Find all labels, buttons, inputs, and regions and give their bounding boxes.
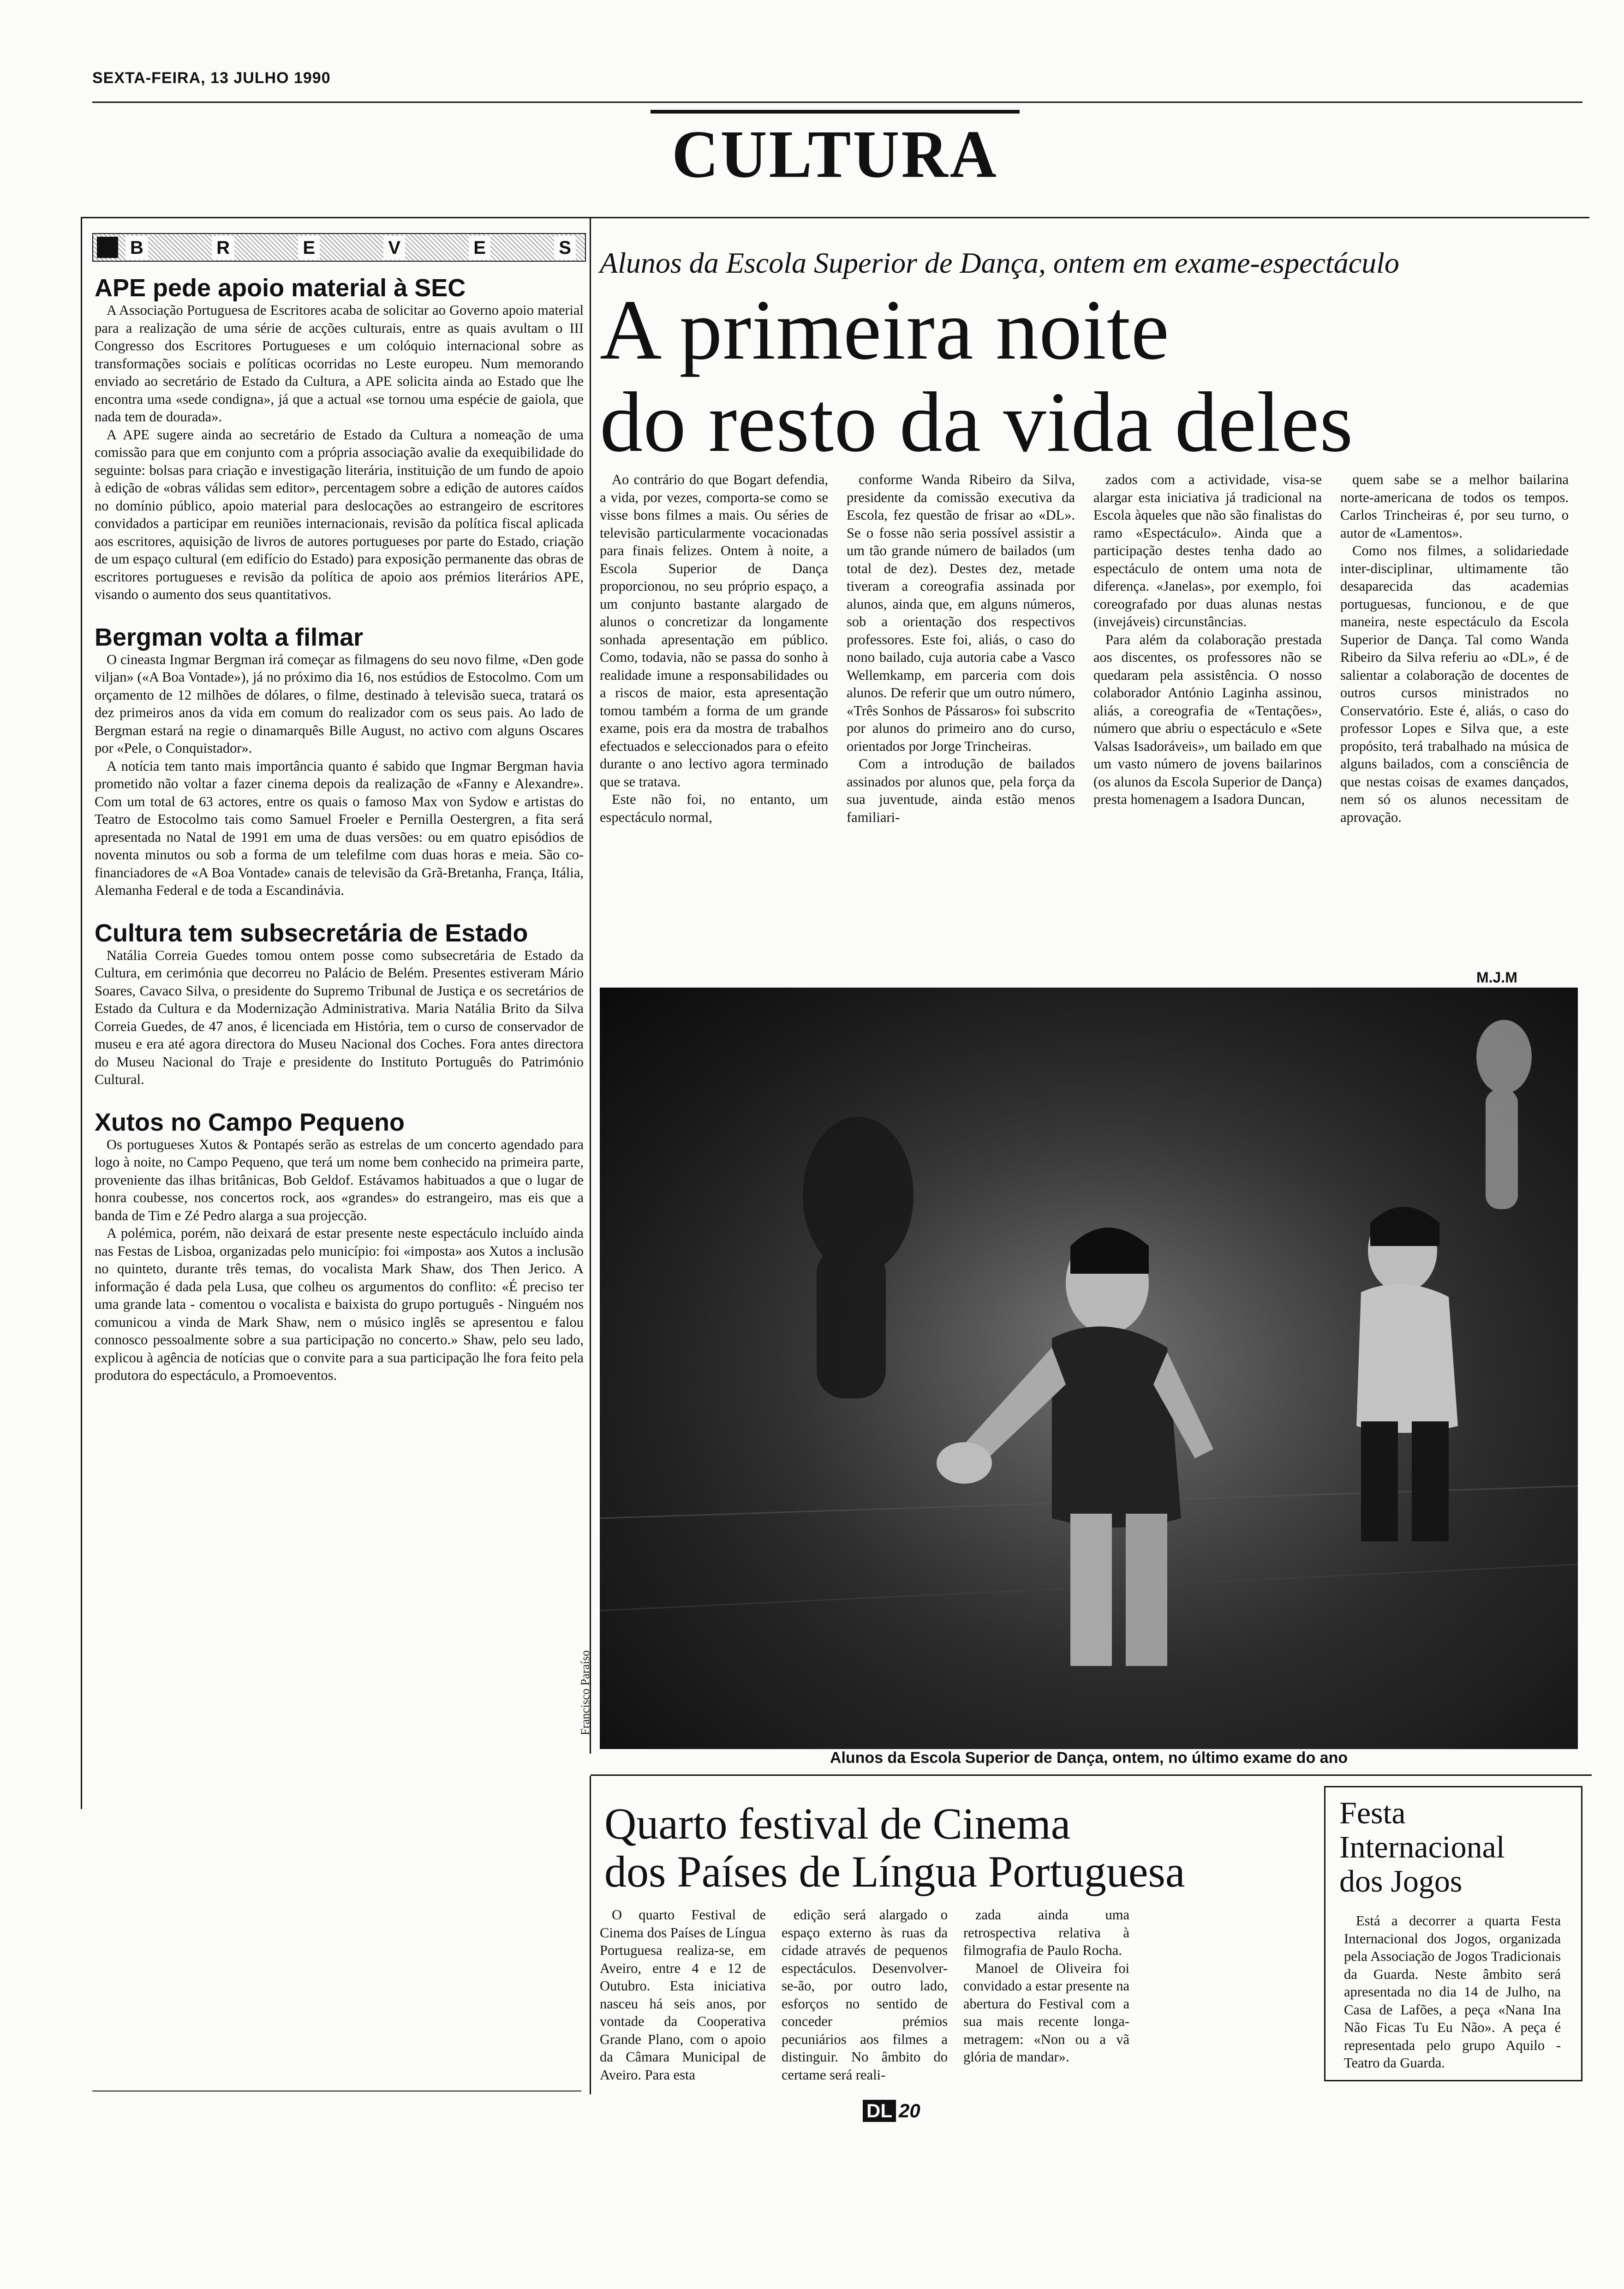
festival-column: [782, 1906, 948, 2084]
header-rule: [92, 102, 1582, 103]
story-headline: [600, 284, 1578, 468]
caption-rule: [591, 1774, 1592, 1776]
story-signature: M.J.M: [1476, 969, 1517, 986]
page-number: [863, 2100, 920, 2122]
breves-letters: [125, 236, 576, 260]
headline-line: Quarto festival de Cinema: [604, 1799, 1071, 1848]
dateline: SEXTA-FEIRA, 13 JULHO 1990: [92, 69, 331, 87]
brief-title: Cultura tem subsecretária de Estado: [95, 919, 528, 947]
story-paragraph: Como nos filmes, a solidariedade inter-disciplinar, ultimamente tão desaparecida das academias portuguesas, funcionou, e de que maneira, neste espectáculo da Escola Superior de Dança. Tal como Wanda Ribeiro da Silva referiu ao «DL», é de salientar a colaboração de docentes de outros cursos ministrados no Conservatório. Este é, aliás, o caso do professor Lopes e Silva que, a este propósito, terá trabalhado na música de alguns bailados, com a consciência de que nestas coisas de exames dançados, nem só os alunos necessitam de aprovação.: [1340, 543, 1569, 825]
brief-paragraph: Natália Correia Guedes tomou ontem posse como subsecretária de Estado da Cultura, em cerimónia que decorreu no Palácio de Belém. Presentes estiveram Mário Soares, Cavaco Silva, o presidente do Supremo Tribunal de Justiça e os secretários de Estado da Cultura e da Modernização Administrativa. Maria Natália Brito da Silva Correia Guedes, de 47 anos, é licenciada em História, tem o curso de conservador de museu e era até agora directora do Museu Nacional dos Coches. Fora antes directora do Museu Nacional do Traje e presidente do Instituto Português do Património Cultural.: [95, 947, 584, 1087]
breves-letter: B: [125, 236, 148, 260]
section-title: CULTURA: [672, 117, 998, 192]
story-paragraph: Este não foi, no entanto, um espectáculo normal,: [600, 791, 828, 825]
brief-bergman: [95, 624, 584, 899]
section-bottom-rule: [81, 217, 1589, 218]
breves-letter: E: [469, 236, 490, 260]
festival-column: [963, 1906, 1129, 2084]
breves-letter: E: [298, 236, 320, 260]
brief-ape: [95, 275, 584, 604]
story-column: [1093, 471, 1322, 826]
brief-paragraph: A polémica, porém, não deixará de estar presente neste espectáculo incluído ainda nas Festas de Lisboa, organizadas pelo município: foi «imposta» aos Xutos a inclusão no quinteto, durante três temas, do vocalista Mark Shaw, dos Then Jerico. A informação é dada pela Lusa, que colheu os argumentos do conflito: «É preciso ter uma grande lata - comentou o vocalista e baixista do grupo português - Ninguém nos comunicou a vinda de Mark Shaw, nem o músico inglês se apresentou e falou connosco pessoalmente sobre a sua participação no concerto.» Shaw, pelo seu lado, explicou à agência de notícias que o convite para a sua participação lhe fora feito pela produtora do espectáculo, a Promoeventos.: [95, 1225, 584, 1383]
festival-column: [600, 1906, 766, 2084]
breves-column: [95, 275, 584, 1384]
jogos-headline: [1339, 1796, 1570, 1898]
page-number-value: 20: [899, 2100, 920, 2121]
brief-paragraph: A notícia tem tanto mais importância quanto é sabido que Ingmar Bergman havia prometido não voltar a fazer cinema depois da realização de «Fanny e Alexandre». Com um total de 63 actores, entre os quais o famoso Max von Sydow e artistas do Teatro de Estocolmo tais como Samuel Froeler e Pernilla Oestergren, a fita será apresentada no Natal de 1991 em uma de duas versões: ou em quatro episódios de noventa minutos ou sob a forma de um telefilme com duas horas e meia. São co-financiadores de «A Boa Vontade» canais de televisão da Grã-Bretanha, França, Itália, Alemanha Federal e de toda a Escandinávia.: [95, 758, 584, 898]
dl-logo: DL: [863, 2100, 896, 2122]
brief-title: APE pede apoio material à SEC: [95, 274, 466, 302]
brief-paragraph: Os portugueses Xutos & Pontapés serão as estrelas de um concerto agendado para logo à noite, no Campo Pequeno, que terá um nome bem conhecido na primeira parte, proveniente das ilhas britânicas, Bob Geldof. Estávamos habituados a que o lugar de honra coubesse, nos concertos rock, aos «grandes» do estrangeiro, mas eis que a banda de Tim e Zé Pedro alarga a sua projecção.: [95, 1136, 584, 1223]
breves-letter: V: [383, 236, 405, 260]
photo-caption: Alunos da Escola Superior de Dança, ontem, no último exame do ano: [830, 1749, 1348, 1767]
festival-paragraph: Manoel de Oliveira foi convidado a estar presente na abertura do Festival com a sua mais recente longa-metragem: «Non ou a vã glória de mandar».: [963, 1960, 1129, 2065]
column-divider: [590, 217, 591, 1754]
brief-paragraph: A Associação Portuguesa de Escritores acaba de solicitar ao Governo apoio material para a realização de uma série de acções culturais, entre as quais avultam o III Congresso dos Escritores Portugueses e um colóquio internacional sobre as transformações sociais e políticas ocorridas no Leste europeu. Num memorando enviado ao secretário de Estado da Cultura, a APE solicita ainda ao Estado que lhe encontra uma «sede condigna», já que a actual «se tornou uma espécie de gaiola, que nada tem de dourada».: [95, 302, 584, 425]
breves-left-border: [81, 217, 82, 1809]
brief-title: Xutos no Campo Pequeno: [95, 1108, 405, 1136]
photo-credit: Francisco Paraíso: [579, 1650, 592, 1735]
headline-line: A primeira noite: [600, 282, 1170, 378]
brief-xutos: [95, 1109, 584, 1384]
brief-body: [95, 651, 584, 899]
jogos-box: [1324, 1786, 1582, 2081]
festival-paragraph: edição será alargado o espaço externo às ruas da cidade através de pequenos espectáculos. Desenvolver-se-ão, por outro lado, esforços no sentido de conceder prémios pecuniários aos filmes a distinguir. No âmbito do certame será reali-: [782, 1907, 948, 2083]
dance-photo: [600, 988, 1578, 1749]
festival-left-border: [590, 1776, 591, 2094]
breves-square-icon: [97, 237, 118, 258]
headline-line: Internacional: [1339, 1829, 1505, 1864]
dance-photo-illustration: [600, 988, 1578, 1749]
story-columns: [600, 471, 1569, 826]
brief-subsecretaria: [95, 920, 584, 1089]
story-column: [600, 471, 828, 826]
brief-paragraph: O cineasta Ingmar Bergman irá começar as filmagens do seu novo filme, «Den gode viljan» («A Boa Vontade»), já no próximo dia 16, nos estúdios de Estocolmo. Com um orçamento de 12 milhões de dólares, o filme, destinado à televisão sueca, tratará os dez primeiros anos da vida em comum do realizador com os seus pais. Ao lado de Bergman estará na regie o dinamarquês Bille August, no activo com alguns Oscares por «Pele, o Conquistador».: [95, 651, 584, 756]
story-paragraph: Com a introdução de bailados assinados por alunos que, pela força da sua juventude, ainda estão menos familiari-: [847, 756, 1075, 825]
story-paragraph: quem sabe se a melhor bailarina norte-americana de todos os tempos. Carlos Trincheiras é, por seu turno, o autor de «Lamentos».: [1340, 472, 1569, 541]
festival-columns: [600, 1906, 1315, 2084]
headline-line: Festa: [1339, 1795, 1406, 1830]
festival-paragraph: O quarto Festival de Cinema dos Países de Língua Portuguesa realiza-se, em Aveiro, entre 4 e 12 de Outubro. Esta iniciativa nasceu há seis anos, por vontade da Cooperativa Grande Plano, com o apoio da Câmara Municipal de Aveiro. Para esta: [600, 1907, 766, 2083]
brief-body: [95, 301, 584, 604]
story-paragraph: zados com a actividade, visa-se alargar esta iniciativa já tradicional na Escola àqueles que não são finalistas do ramo «Espectáculo». Ainda que a participação destes tenha dado ao espectáculo de ontem uma nota de diferença. «Janelas», por exemplo, foi coreografado por duas alunas nestas (invejáveis) circunstâncias.: [1093, 472, 1322, 629]
story-column: [1340, 471, 1569, 826]
brief-body: [95, 1136, 584, 1384]
story-paragraph: Para além da colaboração prestada aos discentes, os professores não se quedaram pela assistência. O nosso colaborador António Laginha assinou, aliás, a coreografia de «Tentações», número que abriu o espectáculo e «Sete Valsas Isadoráveis», um bailado em que um vasto número de jovens bailarinos (os alunos da Escola Superior de Dança) presta homenagem a Isadora Duncan,: [1093, 631, 1322, 807]
story-paragraph: conforme Wanda Ribeiro da Silva, presidente da comissão executiva da Escola, fez questão de frisar ao «DL». Se o fosse não seria possível assistir a um tão grande número de bailados (um total de dez). Destes dez, metade tiveram a coreografia assinada por alunos, ainda que, em alguns números, sob a orientação dos respectivos professores. Este foi, aliás, o caso do nono bailado, cuja autoria cabe a Vasco Wellemkamp, em parceria com dois alunos. De referir que um outro número, «Três Sonhos de Pássaros» foi subscrito por alunos do primeiro ano do curso, orientados por Jorge Trincheiras.: [847, 472, 1075, 754]
breves-banner: [92, 233, 586, 262]
headline-line: dos Países de Língua Portuguesa: [604, 1847, 1185, 1896]
story-column: [847, 471, 1075, 826]
brief-body: [95, 947, 584, 1089]
brief-paragraph: A APE sugere ainda ao secretário de Estado da Cultura a nomeação de uma comissão para que em conjunto com a própria associação avalie da exequibilidade do seguinte: bolsas para criação e investigação literária, instituição de um fundo de apoio à edição de «obras válidas sem editor», percentagem sobre a edição de autores caídos no domínio público, apoio material para deslocações ao estrangeiro de escritores convidados a participar em reuniões internacionais, revisão da política fiscal aplicada aos escritores, aquisição de livros de autores portugueses por parte do Estado, criação de um espaço cultural (em edifício do Estado) para exposição permanente das obras de escritores portugueses e revisão da política de apoio aos prémios literários APE, visando o aumento dos seus quantitativos.: [95, 426, 584, 602]
section-top-rule: [651, 110, 1020, 114]
headline-line: do resto da vida deles: [600, 375, 1354, 470]
jogos-body: [1344, 1912, 1561, 2072]
brief-title: Bergman volta a filmar: [95, 623, 364, 651]
jogos-paragraph: Está a decorrer a quarta Festa Internacional dos Jogos, organizada pela Associação de Jogos Tradicionais da Guarda. Neste âmbito será apresentada no dia 14 de Julho, na Casa de Lafões, a peça «Nana Ina Não Ficas Tu Eu Não». A peça é representada pelo grupo Aquilo - Teatro da Guarda.: [1344, 1913, 1561, 2071]
story-paragraph: Ao contrário do que Bogart defendia, a vida, por vezes, comporta-se como se visse bons filmes a mais. Ou séries de televisão particularmente vocacionadas para finais felizes. Ontem à noite, a Escola Superior de Dança proporcionou, no seu próprio espaço, a um conjunto bastante alargado de alunos o concretizar da longamente sonhada apresentação em público. Como, todavia, não se passa do sonho à realidade imune a responsabilidades ou a riscos de maior, esta apresentação tomou também a forma de um grande exame, pois era da mostra de trabalhos efectuados e seleccionados para o efeito durante o ano lectivo agora terminado que se tratava.: [600, 472, 828, 790]
breves-letter: S: [554, 236, 576, 260]
breves-letter: R: [212, 236, 234, 260]
headline-line: dos Jogos: [1339, 1864, 1463, 1899]
story-kicker: Alunos da Escola Superior de Dança, ontem em exame-espectáculo: [600, 246, 1399, 279]
festival-headline: [604, 1800, 1324, 1896]
festival-paragraph: zada ainda uma retrospectiva relativa à filmografia de Paulo Rocha.: [963, 1907, 1129, 1958]
